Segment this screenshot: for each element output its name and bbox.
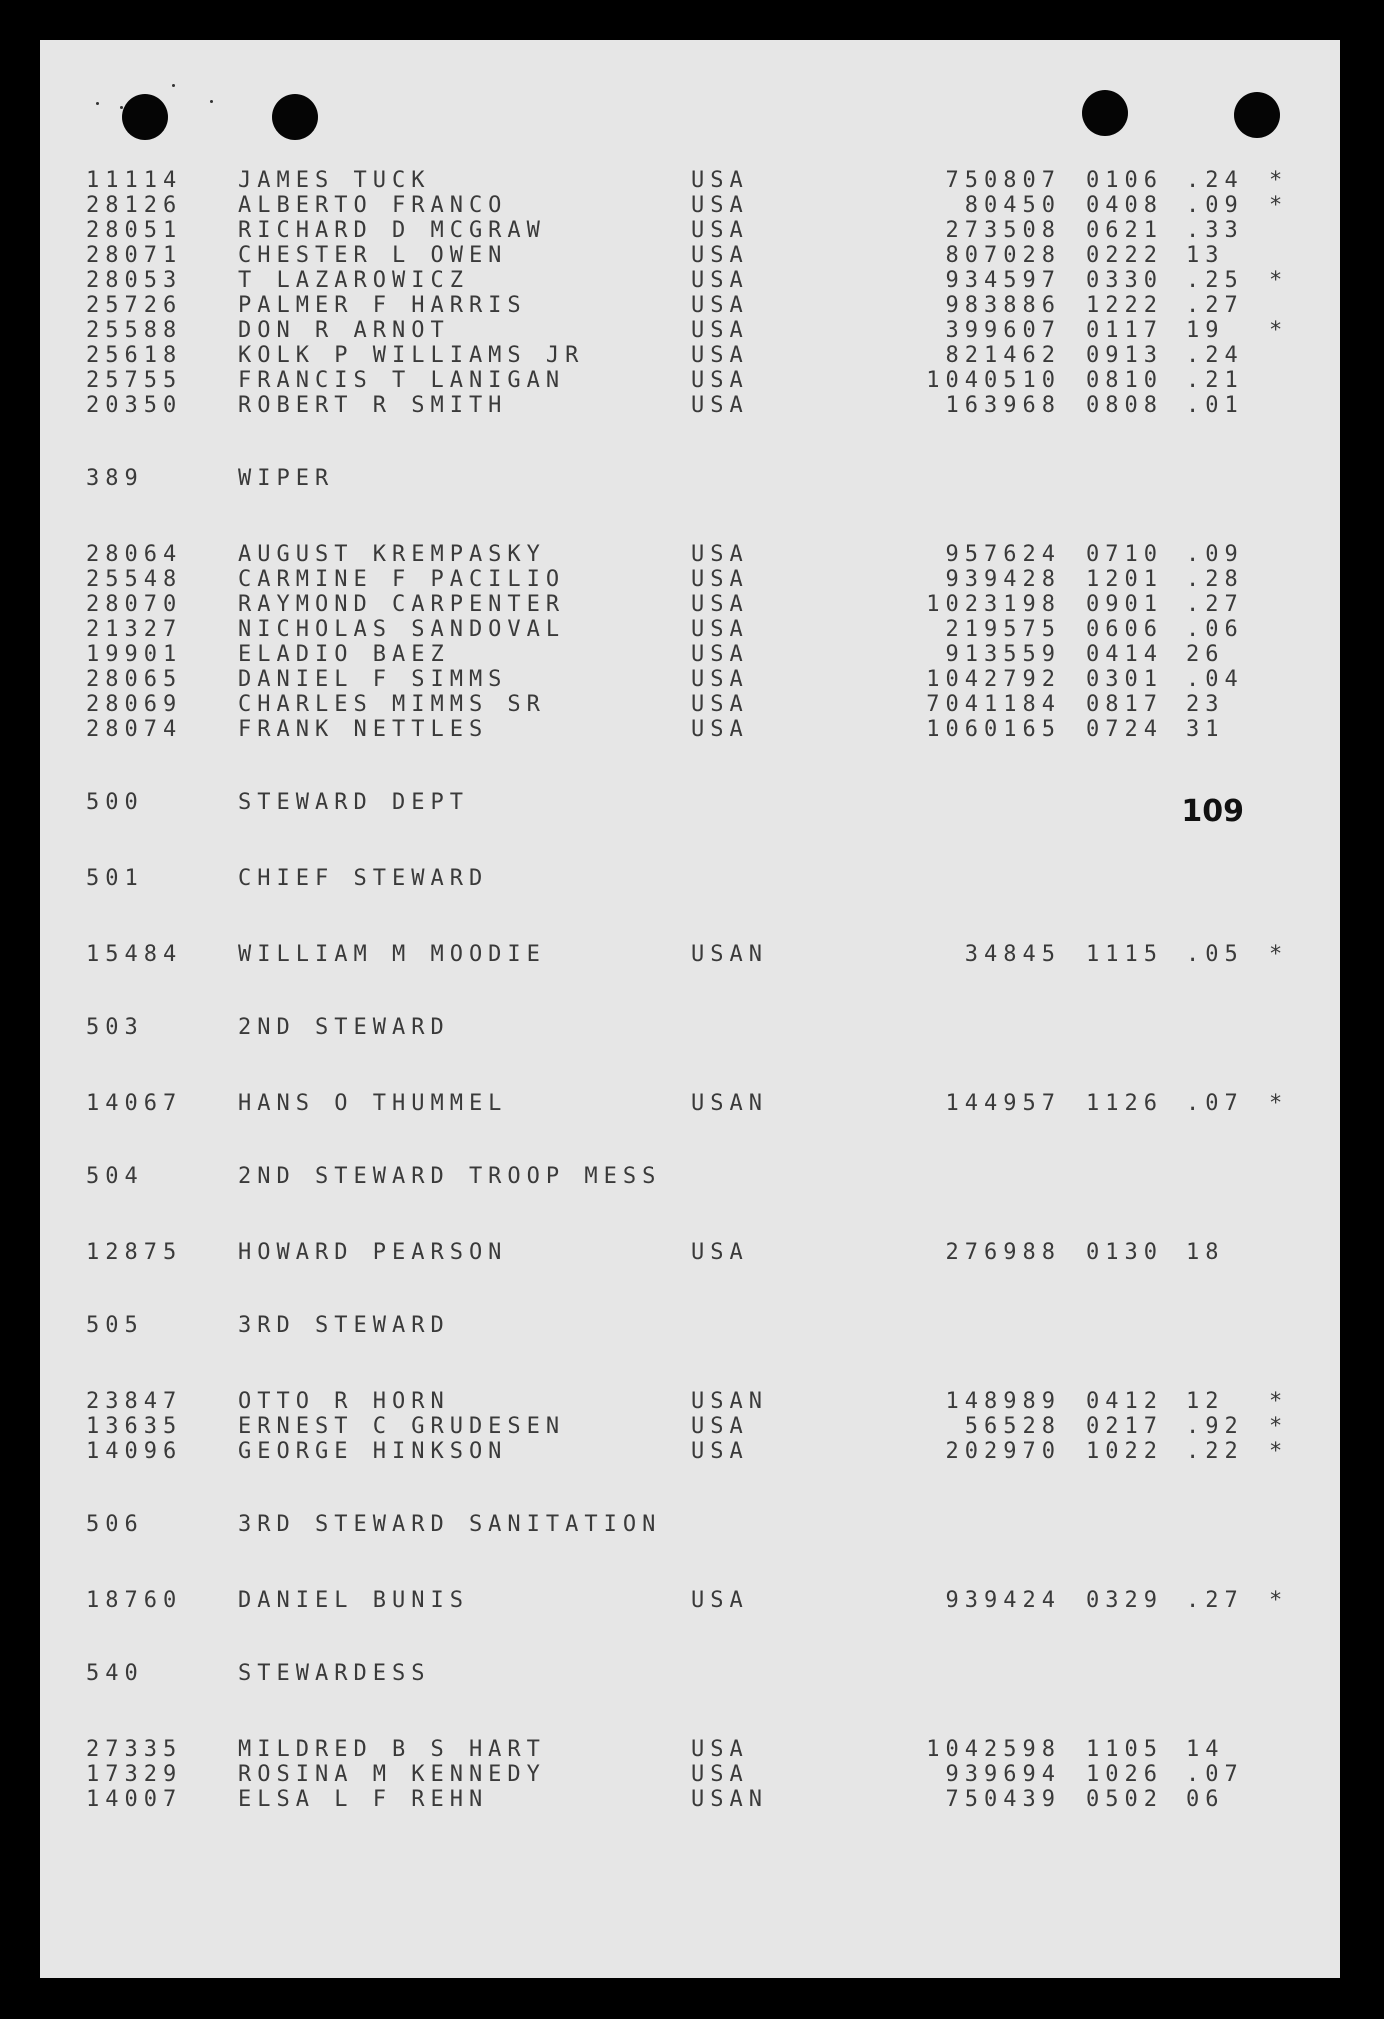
crew-nationality: USA xyxy=(691,1439,749,1464)
punch-hole xyxy=(272,94,318,140)
crew-id: 23847 xyxy=(86,1389,183,1414)
crew-row xyxy=(86,1389,1336,1414)
crew-rate: 31 xyxy=(1186,717,1225,742)
crew-nationality: USA xyxy=(691,1240,749,1265)
crew-row xyxy=(86,1737,1336,1762)
crew-row xyxy=(86,1588,1336,1613)
crew-id: 14096 xyxy=(86,1439,183,1464)
crew-row xyxy=(86,1762,1336,1787)
crew-id: 11114 xyxy=(86,168,183,193)
block-gap xyxy=(86,967,1336,1015)
crew-code: 0901 xyxy=(1086,592,1163,617)
crew-rate: .05 xyxy=(1186,942,1244,967)
crew-id: 15484 xyxy=(86,942,183,967)
crew-name: DANIEL BUNIS xyxy=(238,1588,469,1613)
crew-flag: * xyxy=(1269,1091,1289,1116)
crew-row xyxy=(86,1091,1336,1116)
crew-name: ERNEST C GRUDESEN xyxy=(238,1414,566,1439)
speck xyxy=(210,100,213,103)
crew-nationality: USA xyxy=(691,368,749,393)
crew-rate: .33 xyxy=(1186,218,1244,243)
block-gap xyxy=(86,742,1336,790)
crew-number: 957624 xyxy=(945,542,1061,567)
crew-nationality: USA xyxy=(691,617,749,642)
crew-id: 28051 xyxy=(86,218,183,243)
crew-id: 25548 xyxy=(86,567,183,592)
crew-code: 0808 xyxy=(1086,393,1163,418)
crew-id: 12875 xyxy=(86,1240,183,1265)
crew-name: FRANCIS T LANIGAN xyxy=(238,368,566,393)
crew-number: 34845 xyxy=(964,942,1061,967)
block-gap xyxy=(86,1341,1336,1389)
crew-id: 19901 xyxy=(86,642,183,667)
crew-number: 144957 xyxy=(945,1091,1061,1116)
page-number: 109 xyxy=(1181,794,1244,829)
crew-id: 25588 xyxy=(86,318,183,343)
crew-flag: * xyxy=(1269,193,1289,218)
crew-nationality: USAN xyxy=(691,1091,768,1116)
crew-id: 27335 xyxy=(86,1737,183,1762)
crew-rate: .24 xyxy=(1186,168,1244,193)
crew-code: 1222 xyxy=(1086,293,1163,318)
crew-name: NICHOLAS SANDOVAL xyxy=(238,617,566,642)
crew-rate: .92 xyxy=(1186,1414,1244,1439)
crew-code: 0412 xyxy=(1086,1389,1163,1414)
block-gap xyxy=(86,818,1336,866)
crew-rate: .07 xyxy=(1186,1762,1244,1787)
crew-row xyxy=(86,1240,1336,1265)
crew-nationality: USA xyxy=(691,393,749,418)
crew-code: 1126 xyxy=(1086,1091,1163,1116)
crew-row xyxy=(86,393,1336,418)
crew-flag: * xyxy=(1269,1439,1289,1464)
crew-name: OTTO R HORN xyxy=(238,1389,450,1414)
speck xyxy=(96,102,99,105)
block-gap xyxy=(86,418,1336,466)
crew-rate: .27 xyxy=(1186,1588,1244,1613)
crew-number: 913559 xyxy=(945,642,1061,667)
crew-flag: * xyxy=(1269,1389,1289,1414)
crew-number: 1023198 xyxy=(926,592,1061,617)
crew-id: 28069 xyxy=(86,692,183,717)
crew-row xyxy=(86,667,1336,692)
crew-name: ROBERT R SMITH xyxy=(238,393,508,418)
crew-row xyxy=(86,193,1336,218)
crew-name: MILDRED B S HART xyxy=(238,1737,546,1762)
crew-id: 21327 xyxy=(86,617,183,642)
crew-name: KOLK P WILLIAMS JR xyxy=(238,343,585,368)
crew-number: 80450 xyxy=(964,193,1061,218)
crew-id: 28074 xyxy=(86,717,183,742)
crew-rate: .25 xyxy=(1186,268,1244,293)
crew-number: 148989 xyxy=(945,1389,1061,1414)
crew-code: 1105 xyxy=(1086,1737,1163,1762)
crew-number: 750807 xyxy=(945,168,1061,193)
crew-number: 163968 xyxy=(945,393,1061,418)
crew-number: 934597 xyxy=(945,268,1061,293)
punch-hole xyxy=(1082,90,1128,136)
crew-row xyxy=(86,318,1336,343)
crew-rate: 06 xyxy=(1186,1787,1225,1812)
crew-name: GEORGE HINKSON xyxy=(238,1439,508,1464)
section-code: 540 xyxy=(86,1661,144,1686)
crew-row xyxy=(86,368,1336,393)
crew-rate: .07 xyxy=(1186,1091,1244,1116)
crew-row xyxy=(86,243,1336,268)
crew-number: 807028 xyxy=(945,243,1061,268)
crew-row xyxy=(86,268,1336,293)
crew-name: T LAZAROWICZ xyxy=(238,268,469,293)
section-title: 2ND STEWARD xyxy=(238,1015,450,1040)
crew-rate: 23 xyxy=(1186,692,1225,717)
crew-row xyxy=(86,168,1336,193)
crew-code: 0117 xyxy=(1086,318,1163,343)
crew-nationality: USAN xyxy=(691,1389,768,1414)
speck xyxy=(172,84,175,87)
punch-hole xyxy=(122,94,168,140)
crew-rate: .24 xyxy=(1186,343,1244,368)
crew-number: 219575 xyxy=(945,617,1061,642)
crew-number: 7041184 xyxy=(926,692,1061,717)
crew-name: ALBERTO FRANCO xyxy=(238,193,508,218)
crew-nationality: USA xyxy=(691,1588,749,1613)
crew-nationality: USA xyxy=(691,318,749,343)
crew-code: 0222 xyxy=(1086,243,1163,268)
speck xyxy=(120,106,123,109)
crew-nationality: USA xyxy=(691,642,749,667)
crew-code: 0414 xyxy=(1086,642,1163,667)
crew-number: 1042792 xyxy=(926,667,1061,692)
crew-code: 1022 xyxy=(1086,1439,1163,1464)
crew-row xyxy=(86,343,1336,368)
block-gap xyxy=(86,494,1336,542)
block-gap xyxy=(86,1116,1336,1164)
crew-number: 1060165 xyxy=(926,717,1061,742)
crew-code: 0329 xyxy=(1086,1588,1163,1613)
section-title: CHIEF STEWARD xyxy=(238,866,489,891)
crew-code: 0621 xyxy=(1086,218,1163,243)
crew-nationality: USA xyxy=(691,1762,749,1787)
crew-name: CHARLES MIMMS SR xyxy=(238,692,546,717)
block-gap xyxy=(86,894,1336,942)
crew-name: PALMER F HARRIS xyxy=(238,293,527,318)
crew-code: 0106 xyxy=(1086,168,1163,193)
crew-nationality: USA xyxy=(691,243,749,268)
crew-number: 276988 xyxy=(945,1240,1061,1265)
crew-nationality: USA xyxy=(691,667,749,692)
crew-flag: * xyxy=(1269,318,1289,343)
crew-rate: 14 xyxy=(1186,1737,1225,1762)
section-title: 3RD STEWARD xyxy=(238,1313,450,1338)
crew-id: 28070 xyxy=(86,592,183,617)
crew-nationality: USA xyxy=(691,218,749,243)
crew-flag: * xyxy=(1269,942,1289,967)
crew-number: 273508 xyxy=(945,218,1061,243)
section-code: 389 xyxy=(86,466,144,491)
crew-code: 0330 xyxy=(1086,268,1163,293)
section-header xyxy=(86,1313,1336,1341)
crew-rate: 19 xyxy=(1186,318,1225,343)
crew-number: 1040510 xyxy=(926,368,1061,393)
crew-number: 1042598 xyxy=(926,1737,1061,1762)
block-gap xyxy=(86,1265,1336,1313)
section-header xyxy=(86,1512,1336,1540)
crew-id: 14007 xyxy=(86,1787,183,1812)
crew-code: 1115 xyxy=(1086,942,1163,967)
crew-row xyxy=(86,642,1336,667)
section-header xyxy=(86,790,1336,818)
crew-row xyxy=(86,692,1336,717)
crew-code: 0724 xyxy=(1086,717,1163,742)
crew-rate: 12 xyxy=(1186,1389,1225,1414)
section-header xyxy=(86,1015,1336,1043)
crew-code: 0810 xyxy=(1086,368,1163,393)
crew-name: HOWARD PEARSON xyxy=(238,1240,508,1265)
crew-rate: .21 xyxy=(1186,368,1244,393)
crew-nationality: USA xyxy=(691,168,749,193)
crew-id: 14067 xyxy=(86,1091,183,1116)
punch-hole xyxy=(1234,92,1280,138)
crew-id: 20350 xyxy=(86,393,183,418)
crew-id: 28064 xyxy=(86,542,183,567)
section-title: 3RD STEWARD SANITATION xyxy=(238,1512,662,1537)
crew-id: 17329 xyxy=(86,1762,183,1787)
crew-number: 983886 xyxy=(945,293,1061,318)
crew-nationality: USA xyxy=(691,193,749,218)
crew-name: ROSINA M KENNEDY xyxy=(238,1762,546,1787)
crew-name: RAYMOND CARPENTER xyxy=(238,592,566,617)
crew-name: AUGUST KREMPASKY xyxy=(238,542,546,567)
section-header xyxy=(86,1661,1336,1689)
crew-flag: * xyxy=(1269,1414,1289,1439)
block-gap xyxy=(86,1464,1336,1512)
crew-row xyxy=(86,1439,1336,1464)
crew-nationality: USA xyxy=(691,1737,749,1762)
crew-number: 750439 xyxy=(945,1787,1061,1812)
crew-name: DON R ARNOT xyxy=(238,318,450,343)
crew-list xyxy=(86,168,1336,1812)
crew-number: 939694 xyxy=(945,1762,1061,1787)
crew-nationality: USA xyxy=(691,268,749,293)
crew-nationality: USA xyxy=(691,542,749,567)
section-title: 2ND STEWARD TROOP MESS xyxy=(238,1164,662,1189)
section-header xyxy=(86,1164,1336,1192)
crew-id: 25726 xyxy=(86,293,183,318)
crew-nationality: USA xyxy=(691,343,749,368)
crew-rate: .27 xyxy=(1186,592,1244,617)
crew-nationality: USA xyxy=(691,717,749,742)
crew-rate: 18 xyxy=(1186,1240,1225,1265)
crew-rate: .04 xyxy=(1186,667,1244,692)
crew-name: FRANK NETTLES xyxy=(238,717,489,742)
crew-code: 1026 xyxy=(1086,1762,1163,1787)
crew-row xyxy=(86,293,1336,318)
crew-code: 0817 xyxy=(1086,692,1163,717)
crew-flag: * xyxy=(1269,268,1289,293)
crew-nationality: USA xyxy=(691,1414,749,1439)
crew-name: JAMES TUCK xyxy=(238,168,431,193)
crew-nationality: USAN xyxy=(691,942,768,967)
section-code: 503 xyxy=(86,1015,144,1040)
section-header xyxy=(86,866,1336,894)
crew-name: CARMINE F PACILIO xyxy=(238,567,566,592)
crew-id: 28126 xyxy=(86,193,183,218)
section-header xyxy=(86,466,1336,494)
crew-row xyxy=(86,218,1336,243)
section-title: STEWARDESS xyxy=(238,1661,431,1686)
section-code: 504 xyxy=(86,1164,144,1189)
crew-code: 0408 xyxy=(1086,193,1163,218)
crew-nationality: USA xyxy=(691,567,749,592)
crew-rate: 26 xyxy=(1186,642,1225,667)
crew-code: 0130 xyxy=(1086,1240,1163,1265)
block-gap xyxy=(86,1043,1336,1091)
crew-id: 28053 xyxy=(86,268,183,293)
crew-nationality: USA xyxy=(691,692,749,717)
crew-code: 0217 xyxy=(1086,1414,1163,1439)
section-title: WIPER xyxy=(238,466,335,491)
crew-number: 202970 xyxy=(945,1439,1061,1464)
crew-name: ELADIO BAEZ xyxy=(238,642,450,667)
section-title: STEWARD DEPT xyxy=(238,790,469,815)
crew-name: HANS O THUMMEL xyxy=(238,1091,508,1116)
crew-rate: 13 xyxy=(1186,243,1225,268)
crew-code: 1201 xyxy=(1086,567,1163,592)
block-gap xyxy=(86,1613,1336,1661)
section-code: 500 xyxy=(86,790,144,815)
crew-number: 821462 xyxy=(945,343,1061,368)
crew-id: 28071 xyxy=(86,243,183,268)
crew-rate: .01 xyxy=(1186,393,1244,418)
crew-flag: * xyxy=(1269,1588,1289,1613)
section-code: 501 xyxy=(86,866,144,891)
crew-row xyxy=(86,942,1336,967)
crew-name: CHESTER L OWEN xyxy=(238,243,508,268)
section-code: 505 xyxy=(86,1313,144,1338)
crew-code: 0606 xyxy=(1086,617,1163,642)
crew-rate: .27 xyxy=(1186,293,1244,318)
crew-number: 56528 xyxy=(964,1414,1061,1439)
block-gap xyxy=(86,1540,1336,1588)
crew-flag: * xyxy=(1269,168,1289,193)
crew-nationality: USAN xyxy=(691,1787,768,1812)
crew-code: 0301 xyxy=(1086,667,1163,692)
crew-name: RICHARD D MCGRAW xyxy=(238,218,546,243)
crew-id: 25755 xyxy=(86,368,183,393)
crew-rate: .09 xyxy=(1186,193,1244,218)
block-gap xyxy=(86,1689,1336,1737)
crew-rate: .09 xyxy=(1186,542,1244,567)
crew-rate: .06 xyxy=(1186,617,1244,642)
crew-name: DANIEL F SIMMS xyxy=(238,667,508,692)
crew-nationality: USA xyxy=(691,592,749,617)
crew-row xyxy=(86,542,1336,567)
crew-row xyxy=(86,567,1336,592)
document-page xyxy=(40,40,1340,1978)
crew-id: 18760 xyxy=(86,1588,183,1613)
crew-id: 13635 xyxy=(86,1414,183,1439)
crew-code: 0710 xyxy=(1086,542,1163,567)
crew-row xyxy=(86,1414,1336,1439)
crew-rate: .22 xyxy=(1186,1439,1244,1464)
crew-number: 939428 xyxy=(945,567,1061,592)
crew-number: 399607 xyxy=(945,318,1061,343)
crew-name: WILLIAM M MOODIE xyxy=(238,942,546,967)
crew-rate: .28 xyxy=(1186,567,1244,592)
crew-id: 25618 xyxy=(86,343,183,368)
crew-row xyxy=(86,592,1336,617)
section-code: 506 xyxy=(86,1512,144,1537)
crew-number: 939424 xyxy=(945,1588,1061,1613)
crew-code: 0913 xyxy=(1086,343,1163,368)
crew-row xyxy=(86,617,1336,642)
block-gap xyxy=(86,1192,1336,1240)
crew-name: ELSA L F REHN xyxy=(238,1787,489,1812)
crew-code: 0502 xyxy=(1086,1787,1163,1812)
crew-id: 28065 xyxy=(86,667,183,692)
crew-row xyxy=(86,1787,1336,1812)
crew-row xyxy=(86,717,1336,742)
crew-nationality: USA xyxy=(691,293,749,318)
